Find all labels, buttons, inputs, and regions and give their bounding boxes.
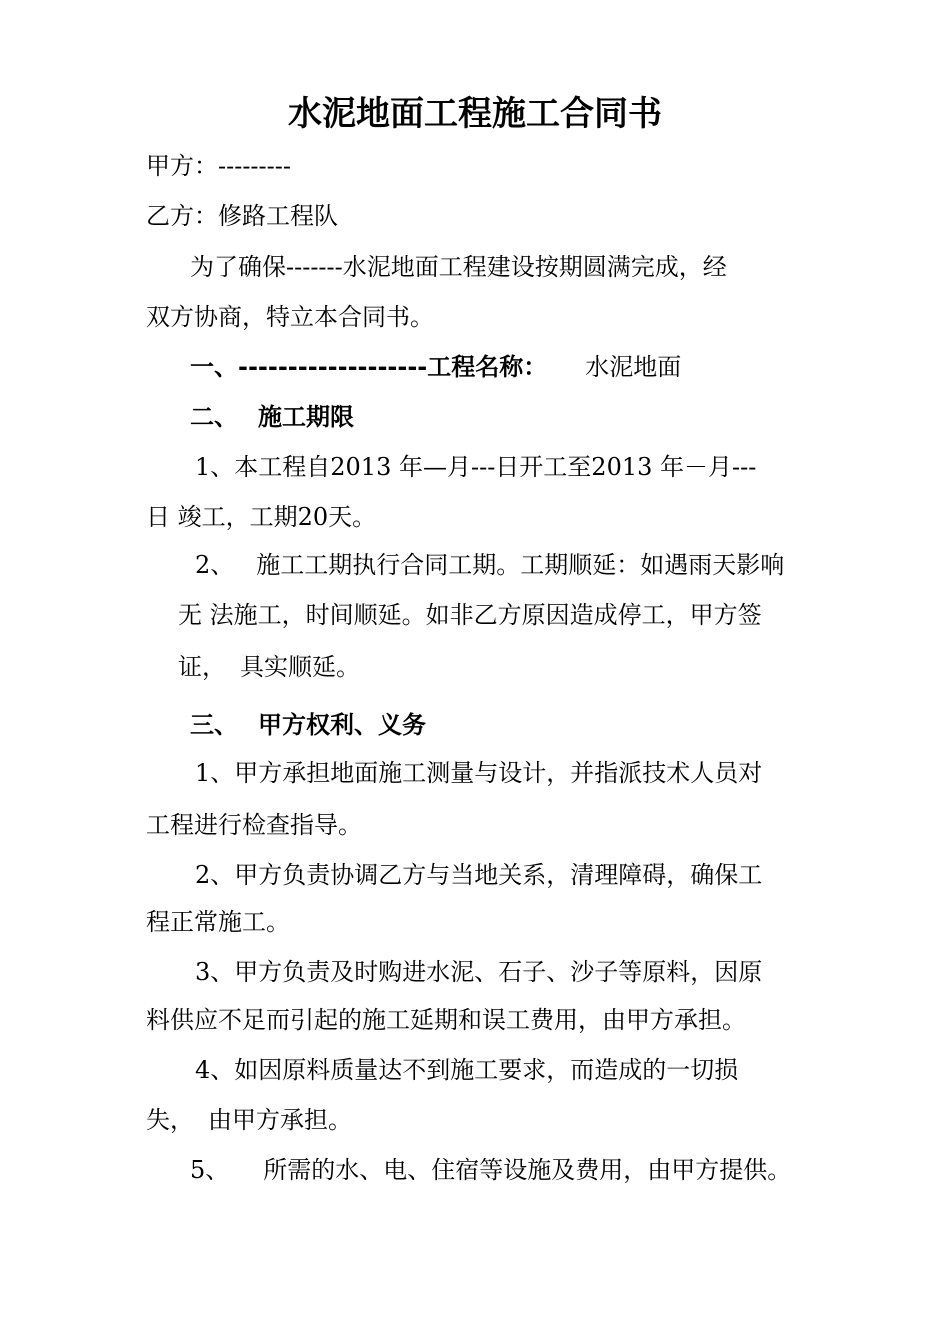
section-1-line <box>190 352 681 382</box>
party-b-line: 乙方：修路工程队 <box>146 202 338 230</box>
duty-item-4-line-2-end: 由甲方承担。 <box>208 1106 352 1134</box>
duty-item-4-line-2 <box>146 1105 352 1135</box>
duty-item-5-number: 5、 <box>190 1156 230 1184</box>
section-3-number: 三、 <box>190 711 238 739</box>
term-item-2-line-3-end: 具实顺延。 <box>240 653 360 681</box>
term-item-2-number: 2、 <box>195 551 235 579</box>
duty-item-1-line-2: 工程进行检查指导。 <box>146 811 362 839</box>
duty-item-5-line <box>190 1155 791 1185</box>
intro-line-1: 为了确保-------水泥地面工程建设按期圆满完成，经 <box>190 253 727 281</box>
duty-item-3-line-1: 3、甲方负责及时购进水泥、石子、沙子等原料，因原 <box>195 958 763 986</box>
duty-item-2-line-1: 2、甲方负责协调乙方与当地关系，清理障碍，确保工 <box>195 861 763 889</box>
duty-item-2-line-2: 程正常施工。 <box>146 908 290 936</box>
project-name-value: 水泥地面 <box>585 353 682 381</box>
term-item-1-line-2: 日 竣工，工期20天。 <box>146 503 377 531</box>
term-item-2-line-1 <box>195 550 784 580</box>
term-item-2-line-3 <box>178 652 360 682</box>
section-3-heading <box>190 710 426 740</box>
term-item-1-line-1: 1、本工程自2013 年—月---日开工至2013 年－月--- <box>195 453 757 481</box>
intro-line-2: 双方协商，特立本合同书。 <box>146 303 434 331</box>
duty-item-1-line-1: 1、甲方承担地面施工测量与设计，并指派技术人员对 <box>195 759 763 787</box>
party-a-line: 甲方：--------- <box>146 152 291 180</box>
duty-item-5-text: 所需的水、电、住宿等设施及费用，由甲方提供。 <box>263 1156 792 1184</box>
document-title: 水泥地面工程施工合同书 <box>288 94 662 134</box>
term-item-2-line-2: 无 法施工，时间顺延。如非乙方原因造成停工，甲方签 <box>178 601 762 629</box>
duty-item-3-line-2: 料供应不足而引起的施工延期和误工费用，由甲方承担。 <box>146 1006 746 1034</box>
section-1-number: 一、 <box>190 353 238 381</box>
term-item-2-line-3-start: 证， <box>178 653 226 681</box>
section-2-heading <box>190 402 354 432</box>
section-3-title: 甲方权利、义务 <box>258 711 426 739</box>
term-item-2-text: 施工工期执行合同工期。工期顺延：如遇雨天影响 <box>256 551 785 579</box>
duty-item-4-line-1: 4、如因原料质量达不到施工要求，而造成的一切损 <box>195 1056 739 1084</box>
section-2-title: 施工期限 <box>258 403 354 431</box>
section-1-label: -------------------工程名称： <box>238 353 548 381</box>
duty-item-4-line-2-start: 失， <box>146 1106 194 1134</box>
section-2-number: 二、 <box>190 403 238 431</box>
